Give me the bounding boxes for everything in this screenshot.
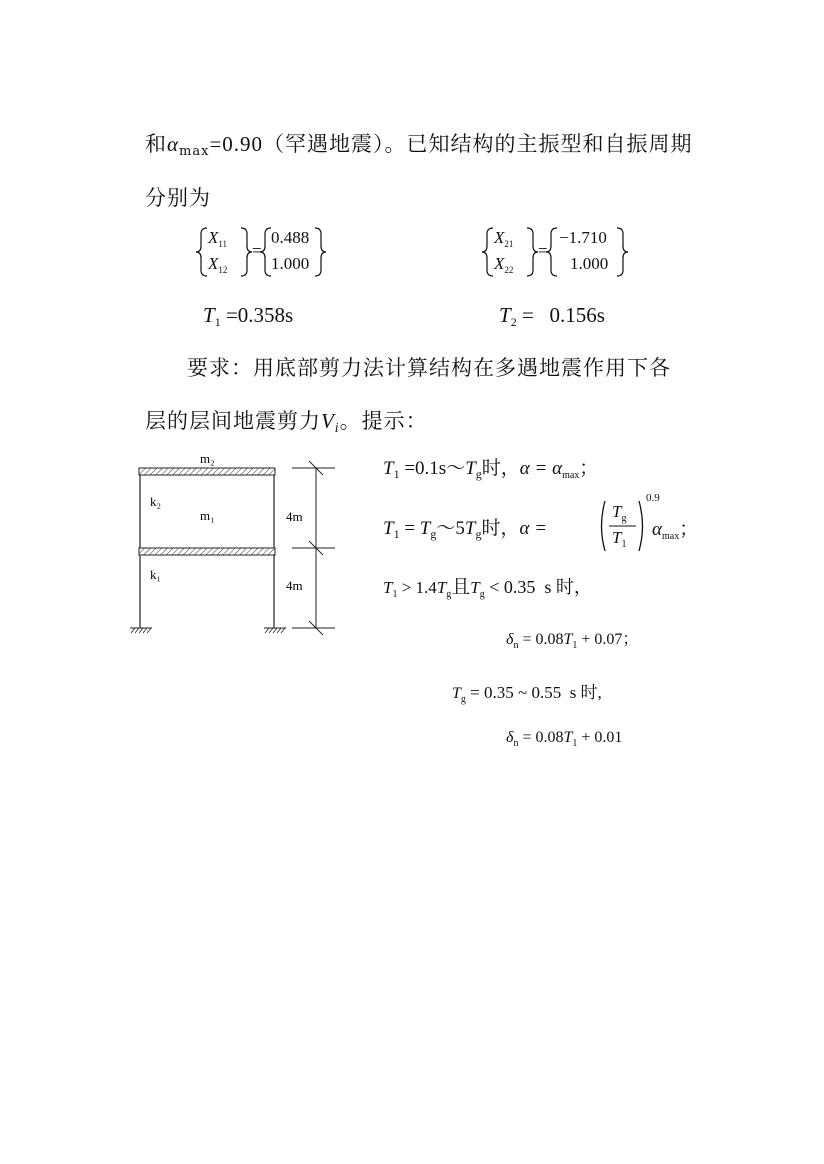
mode-shape-1: [195, 226, 335, 278]
lower-floor-beam: [139, 548, 275, 555]
hint-6: $\delta_n = 0.08T_1 + 0.01$: [506, 729, 623, 749]
x22-value: 1.000: [570, 254, 609, 273]
mode-shape-2: [481, 226, 641, 278]
hint-3: $T_1 > 1.4T_g$且$T_g < 0.35$ s 时，: [383, 577, 592, 600]
alpha-symbol: α: [167, 132, 180, 156]
text-he: 和: [145, 132, 167, 156]
hint-5: $T_g = 0.35$ ~ 0.55 s 时,: [452, 683, 602, 705]
period-t1: $T_1 =0.358s$: [203, 303, 294, 329]
stiffness-k1-label: k₁: [150, 567, 162, 582]
alpha-subscript: max: [179, 144, 210, 159]
equals-sign: =: [538, 241, 548, 260]
hint-1: $T_1$ $=0.1s\sim T_g$时，$\alpha = \alpha_{max}$；: [383, 458, 599, 481]
lower-height-label: 4m: [286, 578, 303, 593]
upper-height-label: 4m: [286, 509, 303, 524]
alpha-max-term: $\alpha_{max}$；: [652, 519, 699, 542]
exponent: 0.9: [646, 492, 660, 504]
hint-2: $T_1$ = $T_g\sim 5T_g$时，α =: [383, 518, 548, 541]
right-fixed-support-icon: [264, 628, 286, 633]
mass-m2-label: m₂: [200, 451, 215, 466]
two-storey-frame-diagram: [120, 448, 350, 648]
alpha-max-value: =0.90: [209, 132, 264, 156]
fraction-denominator: $T_1$: [612, 528, 627, 550]
requirement-line-2: 层的层间地震剪力$V_i$。提示：: [145, 409, 428, 435]
hint-4: $\delta_n = 0.08T_1 + 0.07$；: [506, 631, 639, 651]
period-t2: $T_2 = 0.156s$: [499, 303, 605, 329]
requirement-line-1: 要求：用底部剪力法计算结构在多遇地震作用下各: [187, 356, 671, 380]
intro-line-1: [145, 128, 693, 159]
intro-text: （罕遇地震）。已知结构的主振型和自振周期: [263, 132, 693, 156]
period-ratio-fraction: [598, 495, 650, 557]
x21-value: −1.710: [559, 228, 607, 247]
mass-m1-label: m₁: [200, 508, 215, 523]
upper-floor-beam: [139, 468, 275, 475]
fraction-numerator: $T_g$: [612, 502, 627, 524]
x11: $X_{11}$: [208, 228, 228, 249]
x11-value: 0.488: [271, 228, 310, 247]
x12-value: 1.000: [271, 254, 310, 273]
equals-sign: =: [252, 241, 262, 260]
x12: $X_{12}$: [208, 254, 228, 275]
left-fixed-support-icon: [130, 628, 152, 633]
height-dimension-line: [292, 461, 335, 635]
intro-line-2: 分别为: [145, 186, 211, 210]
x22: $X_{22}$: [494, 254, 514, 275]
x21: $X_{21}$: [494, 228, 514, 249]
stiffness-k2-label: k₂: [150, 494, 162, 509]
